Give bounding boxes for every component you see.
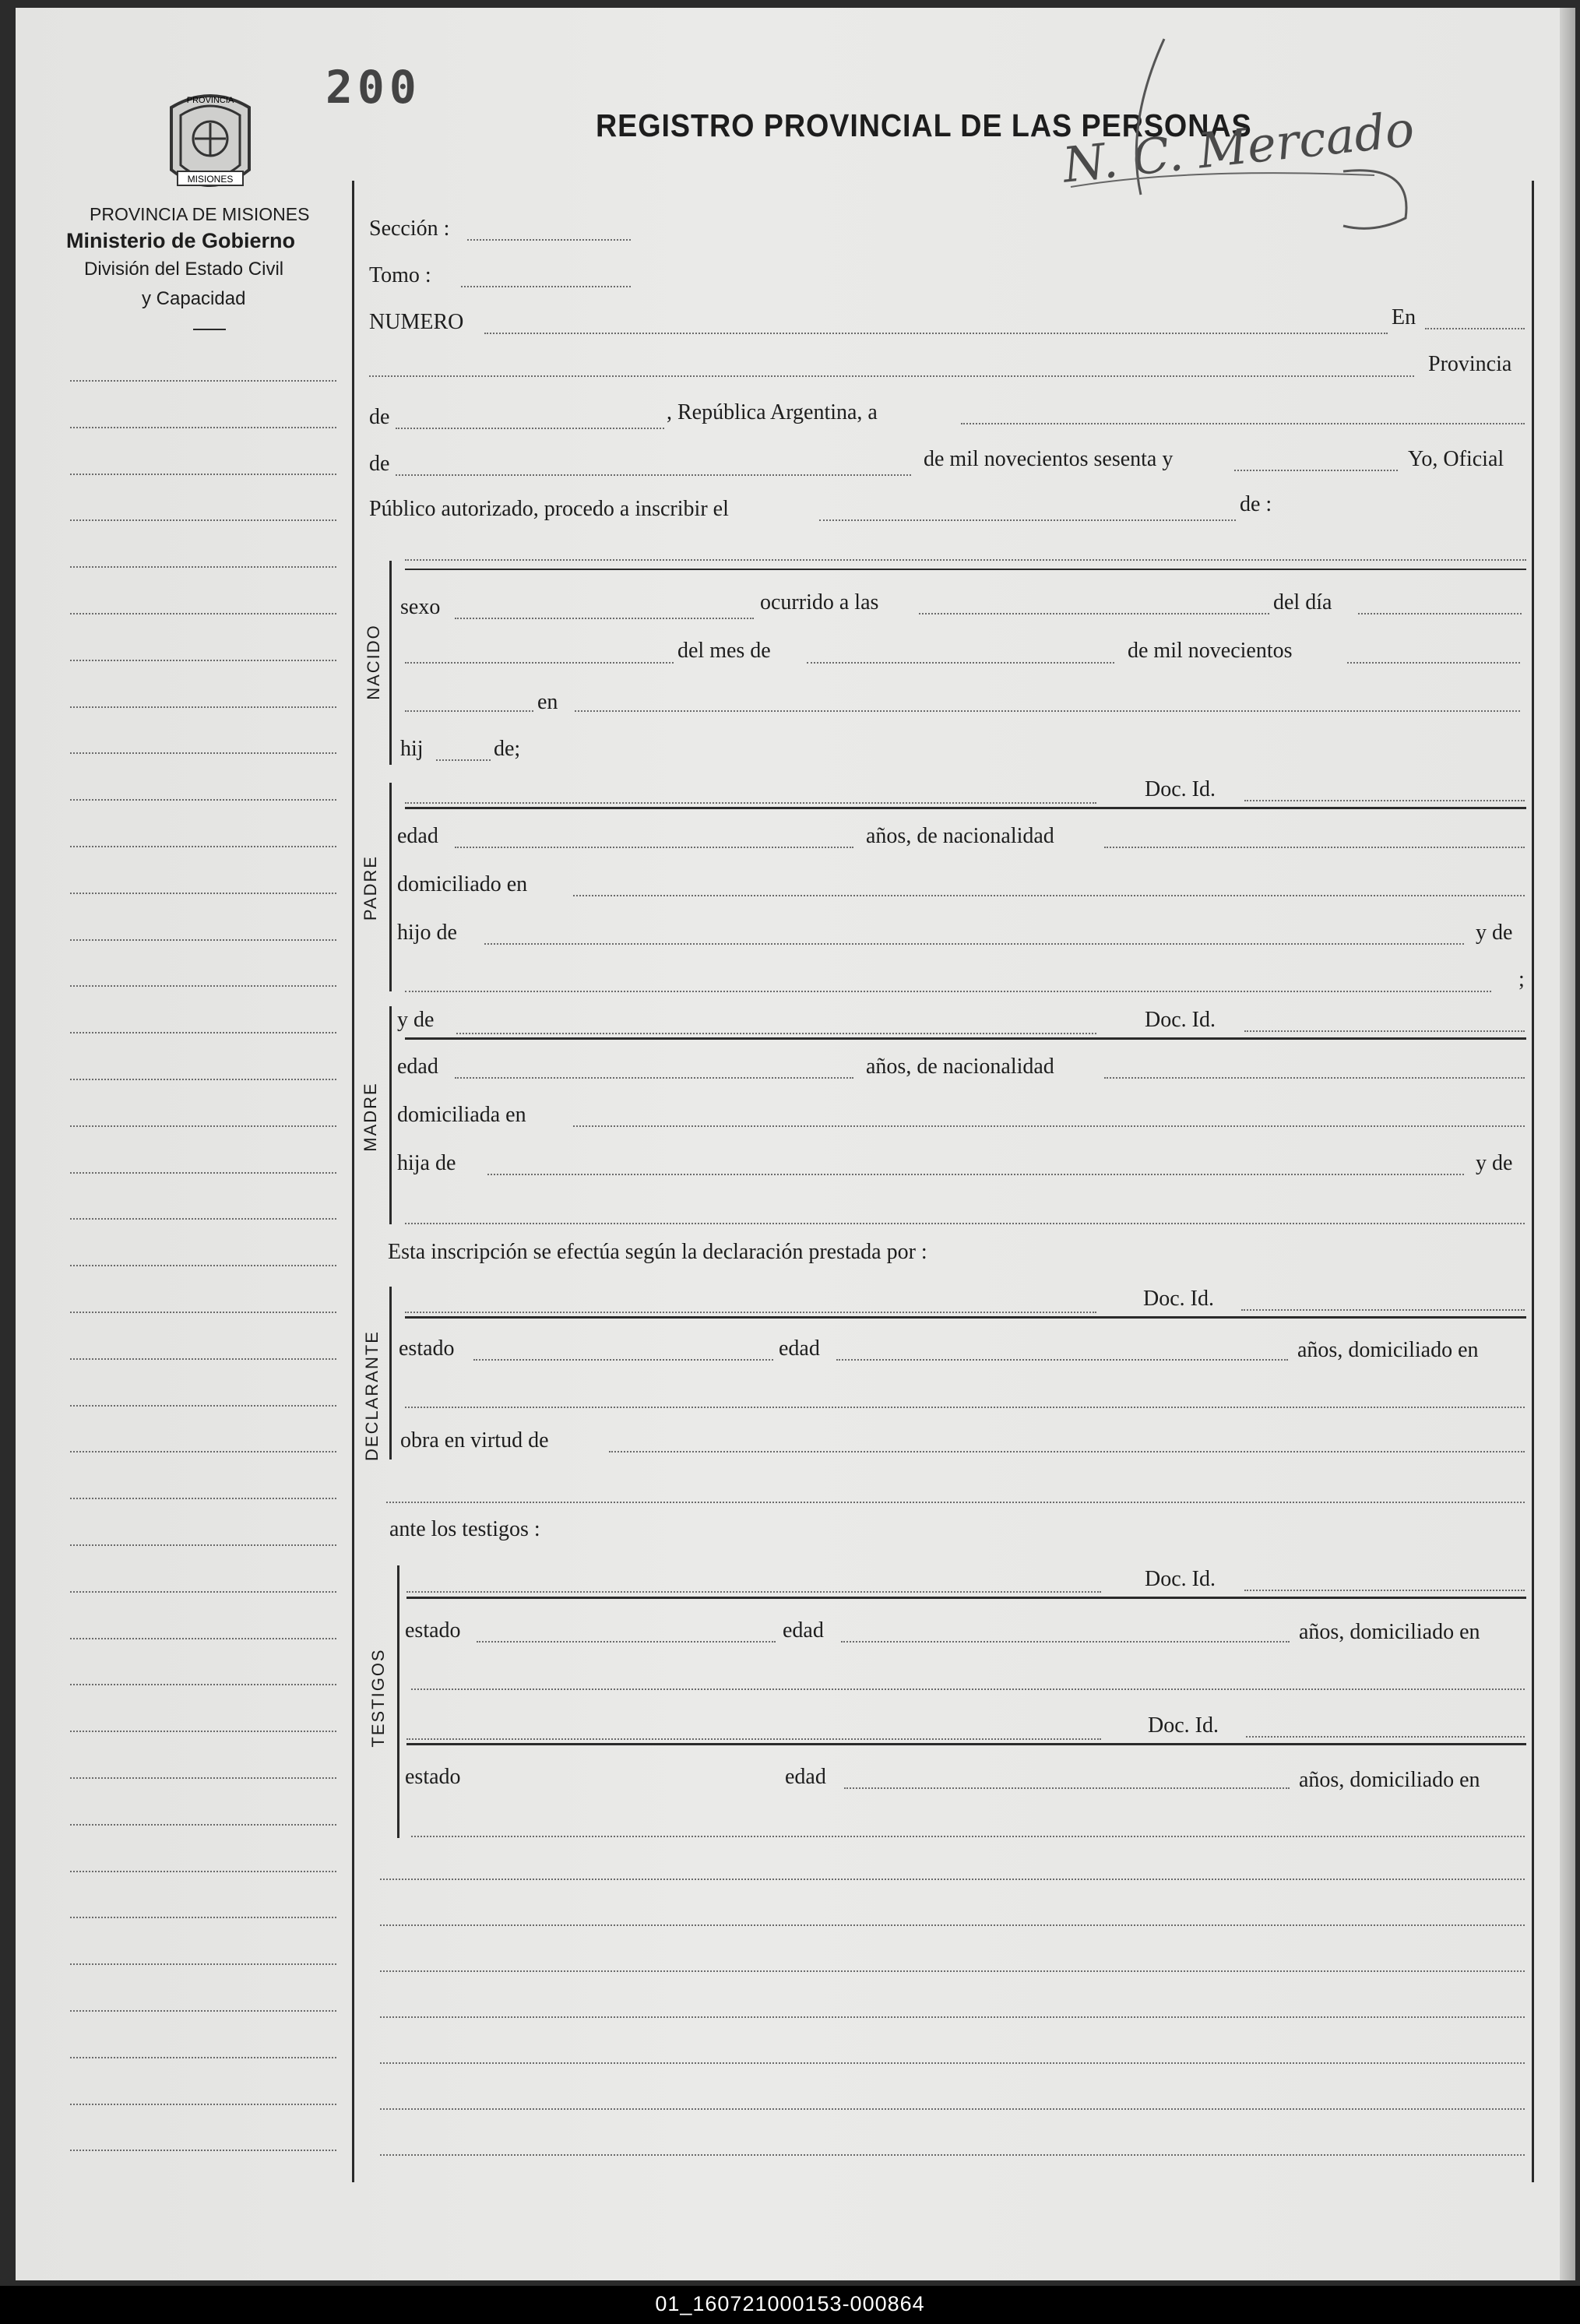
label-estado-testigo2: estado (405, 1765, 461, 1789)
label-sexo: sexo (400, 595, 441, 619)
signature-text: N. C. Mercado (1060, 100, 1417, 194)
field-madre-nombre[interactable] (456, 1033, 1096, 1034)
field-de-2[interactable] (396, 474, 911, 476)
margin-line[interactable] (70, 1032, 336, 1033)
seal-bottom-text: MISIONES (187, 174, 234, 185)
field-obra[interactable] (609, 1451, 1525, 1452)
field-tomo[interactable] (461, 286, 631, 287)
label-ante-testigos: ante los testigos : (389, 1517, 540, 1541)
label-de-semicolon: de; (494, 737, 521, 761)
margin-line[interactable] (70, 1917, 336, 1918)
label-anos-dom-testigo1: años, domiciliado en (1299, 1620, 1480, 1644)
margin-line[interactable] (70, 2150, 336, 2151)
margin-line[interactable] (70, 1638, 336, 1639)
main-left-border (352, 181, 354, 2182)
field-domicilio-madre[interactable] (573, 1125, 1525, 1127)
field-padre-madre[interactable] (405, 991, 1491, 992)
margin-line[interactable] (70, 1498, 336, 1499)
seal-top-text: PROVINCIA (186, 96, 234, 105)
label-yo-oficial: Yo, Oficial (1408, 447, 1504, 471)
label-del-mes: del mes de (677, 639, 771, 663)
section-nacido: NACIDO (364, 624, 383, 700)
margin-line[interactable] (70, 939, 336, 941)
label-anos-dom-testigo2: años, domiciliado en (1299, 1768, 1480, 1792)
field-dia-cont[interactable] (405, 662, 674, 664)
margin-line[interactable] (70, 474, 336, 475)
margin-line[interactable] (70, 1777, 336, 1779)
field-madre-madre[interactable] (405, 1223, 1525, 1224)
field-dia[interactable] (1358, 613, 1522, 614)
field-lugar-pre[interactable] (405, 710, 533, 712)
margin-line[interactable] (70, 613, 336, 614)
field-edad-declarante[interactable] (836, 1359, 1288, 1361)
margin-line[interactable] (70, 1312, 336, 1313)
notes-line[interactable] (380, 2016, 1525, 2018)
label-doc-id-testigo1: Doc. Id. (1145, 1567, 1216, 1591)
field-republica[interactable] (961, 423, 1525, 424)
label-y-de-madre-2: y de (1476, 1151, 1513, 1175)
margin-line[interactable] (70, 2104, 336, 2105)
label-edad-declarante: edad (779, 1336, 820, 1361)
signature (1047, 31, 1437, 234)
field-doc-id-testigo2[interactable] (1246, 1736, 1525, 1738)
margin-line[interactable] (70, 1684, 336, 1685)
field-nacido-nombre[interactable] (405, 559, 1526, 561)
declarante-rule (405, 1316, 1526, 1319)
label-estado-declarante: estado (399, 1336, 455, 1361)
provincial-seal (156, 84, 265, 201)
label-seccion: Sección : (369, 217, 450, 241)
field-hijo-de[interactable] (484, 943, 1464, 945)
header-division: División del Estado Civil (84, 259, 284, 280)
label-domiciliado-padre: domiciliado en (397, 872, 528, 896)
label-de-1: de (369, 405, 390, 429)
nacido-rule (405, 569, 1526, 570)
field-sesenta[interactable] (1234, 470, 1398, 471)
margin-line[interactable] (70, 660, 336, 661)
testigo1-rule (406, 1597, 1526, 1599)
field-testigo1-nombre[interactable] (406, 1591, 1101, 1593)
field-sexo[interactable] (455, 618, 754, 619)
field-doc-id-testigo1[interactable] (1244, 1590, 1525, 1591)
label-doc-id-madre: Doc. Id. (1145, 1008, 1216, 1032)
form-page (16, 8, 1573, 2280)
margin-line[interactable] (70, 1824, 336, 1826)
nacido-bracket (389, 561, 392, 765)
field-edad-madre[interactable] (455, 1077, 853, 1079)
margin-line[interactable] (70, 2057, 336, 2058)
notes-line[interactable] (380, 1970, 1525, 1972)
header-underline (193, 329, 226, 330)
margin-line[interactable] (70, 1079, 336, 1080)
footer-image-id: 01_160721000153-000864 (655, 2292, 925, 2315)
label-obra: obra en virtud de (400, 1428, 549, 1452)
label-de-colon: de : (1240, 492, 1272, 516)
margin-line[interactable] (70, 1125, 336, 1127)
label-domiciliada: domiciliada en (397, 1103, 526, 1127)
label-doc-id-padre: Doc. Id. (1145, 777, 1216, 801)
header-ministry: Ministerio de Gobierno (66, 229, 296, 252)
declarante-bracket (389, 1287, 392, 1460)
field-padre-nombre[interactable] (405, 802, 1096, 804)
section-declarante: DECLARANTE (362, 1330, 382, 1461)
field-edad-testigo1[interactable] (841, 1641, 1290, 1643)
margin-line[interactable] (70, 893, 336, 894)
label-de-mil-novecientos: de mil novecientos (1128, 639, 1293, 663)
section-padre: PADRE (361, 854, 380, 921)
label-anos-dom-declarante: años, domiciliado en (1297, 1338, 1479, 1362)
margin-line[interactable] (70, 2010, 336, 2012)
label-de-mil-sesenta: de mil novecientos sesenta y (924, 447, 1174, 471)
label-nacionalidad-padre: años, de nacionalidad (866, 824, 1054, 848)
field-de-1[interactable] (396, 428, 664, 429)
section-madre: MADRE (361, 1082, 380, 1152)
margin-line[interactable] (70, 1172, 336, 1174)
margin-line[interactable] (70, 1358, 336, 1360)
label-en-lugar: en (537, 690, 558, 714)
field-lugar[interactable] (575, 710, 1520, 712)
field-provincia[interactable] (369, 375, 1414, 377)
label-estado-testigo1: estado (405, 1618, 461, 1643)
page-edge (1560, 8, 1575, 2280)
label-edad-testigo2: edad (785, 1765, 826, 1789)
field-hora[interactable] (919, 613, 1269, 614)
label-en: En (1392, 305, 1416, 329)
notes-line[interactable] (380, 1879, 1525, 1880)
notes-line[interactable] (380, 2154, 1525, 2156)
field-en[interactable] (1425, 328, 1525, 329)
field-nacionalidad-madre[interactable] (1104, 1077, 1525, 1079)
label-del-dia: del día (1273, 590, 1332, 614)
label-provincia: Provincia (1428, 352, 1512, 376)
section-testigos: TESTIGOS (368, 1648, 388, 1748)
margin-line[interactable] (70, 706, 336, 708)
margin-line[interactable] (70, 380, 336, 382)
margin-line[interactable] (70, 846, 336, 847)
label-ocurrido: ocurrido a las (760, 590, 879, 614)
field-seccion[interactable] (467, 239, 631, 241)
field-edad-testigo2[interactable] (844, 1787, 1290, 1789)
notes-line[interactable] (380, 1924, 1525, 1926)
field-inscribir[interactable] (819, 519, 1236, 521)
field-doc-id-madre[interactable] (1244, 1030, 1525, 1032)
label-y-de-madre: y de (397, 1008, 435, 1032)
label-semicolon: ; (1518, 967, 1525, 991)
notes-line[interactable] (380, 2062, 1525, 2064)
label-doc-id-testigo2: Doc. Id. (1148, 1713, 1219, 1738)
margin-line[interactable] (70, 1451, 336, 1452)
field-nacionalidad-padre[interactable] (1104, 847, 1525, 848)
field-estado-declarante[interactable] (473, 1359, 773, 1361)
margin-line[interactable] (70, 1405, 336, 1407)
field-testigo2-nombre[interactable] (406, 1738, 1101, 1740)
padre-rule (405, 807, 1526, 809)
label-numero: NUMERO (369, 310, 464, 334)
label-edad-madre: edad (397, 1055, 438, 1079)
margin-line[interactable] (70, 1963, 336, 1965)
main-right-border (1532, 181, 1534, 2182)
madre-rule (405, 1037, 1526, 1040)
field-numero[interactable] (484, 333, 1388, 334)
field-estado-testigo1[interactable] (477, 1641, 776, 1643)
label-esta-inscripcion: Esta inscripción se efectúa según la declaración prestada por : (388, 1240, 927, 1264)
field-mes[interactable] (807, 662, 1114, 664)
field-edad-padre[interactable] (455, 847, 853, 848)
header-capacidad: y Capacidad (142, 288, 246, 309)
field-domicilio-testigo2[interactable] (411, 1836, 1525, 1837)
madre-bracket (389, 1006, 392, 1224)
margin-line[interactable] (70, 1544, 336, 1546)
field-domicilio-padre[interactable] (573, 895, 1525, 896)
margin-line[interactable] (70, 985, 336, 987)
margin-line[interactable] (70, 566, 336, 568)
label-y-de-padre: y de (1476, 921, 1513, 945)
margin-line[interactable] (70, 519, 336, 521)
label-hij: hij (400, 737, 424, 761)
margin-line[interactable] (70, 427, 336, 428)
label-hija-de: hija de (397, 1151, 456, 1175)
margin-line[interactable] (70, 1591, 336, 1593)
label-edad-padre: edad (397, 824, 438, 848)
page-number: 200 (326, 61, 421, 114)
label-de-2: de (369, 452, 390, 476)
header-province: PROVINCIA DE MISIONES (90, 204, 310, 224)
label-doc-id-declarante: Doc. Id. (1143, 1287, 1214, 1311)
label-tomo: Tomo : (369, 263, 431, 287)
field-hij[interactable] (436, 759, 491, 761)
label-nacionalidad-madre: años, de nacionalidad (866, 1055, 1054, 1079)
form-title: REGISTRO PROVINCIAL DE LAS PERSONAS (596, 107, 1252, 143)
field-hija-de[interactable] (487, 1174, 1464, 1175)
label-edad-testigo1: edad (783, 1618, 824, 1643)
notes-line[interactable] (380, 2108, 1525, 2110)
testigos-bracket (397, 1565, 399, 1838)
margin-line[interactable] (70, 1218, 336, 1220)
label-republica: , República Argentina, a (667, 400, 878, 424)
testigo2-rule (406, 1743, 1526, 1745)
label-publico: Público autorizado, procedo a inscribir el (369, 497, 729, 521)
field-declarante-nombre[interactable] (405, 1312, 1096, 1313)
margin-line[interactable] (70, 1731, 336, 1732)
margin-line[interactable] (70, 1871, 336, 1872)
field-doc-id-declarante[interactable] (1241, 1309, 1525, 1311)
field-domicilio-declarante[interactable] (405, 1407, 1525, 1408)
field-domicilio-testigo1[interactable] (411, 1688, 1525, 1690)
field-anio[interactable] (1347, 662, 1520, 664)
margin-line[interactable] (70, 752, 336, 754)
margin-line[interactable] (70, 1265, 336, 1266)
field-doc-id-padre[interactable] (1244, 800, 1525, 801)
label-hijo-de: hijo de (397, 921, 457, 945)
padre-bracket (389, 783, 392, 991)
margin-line[interactable] (70, 799, 336, 801)
field-obra-cont[interactable] (386, 1502, 1525, 1503)
